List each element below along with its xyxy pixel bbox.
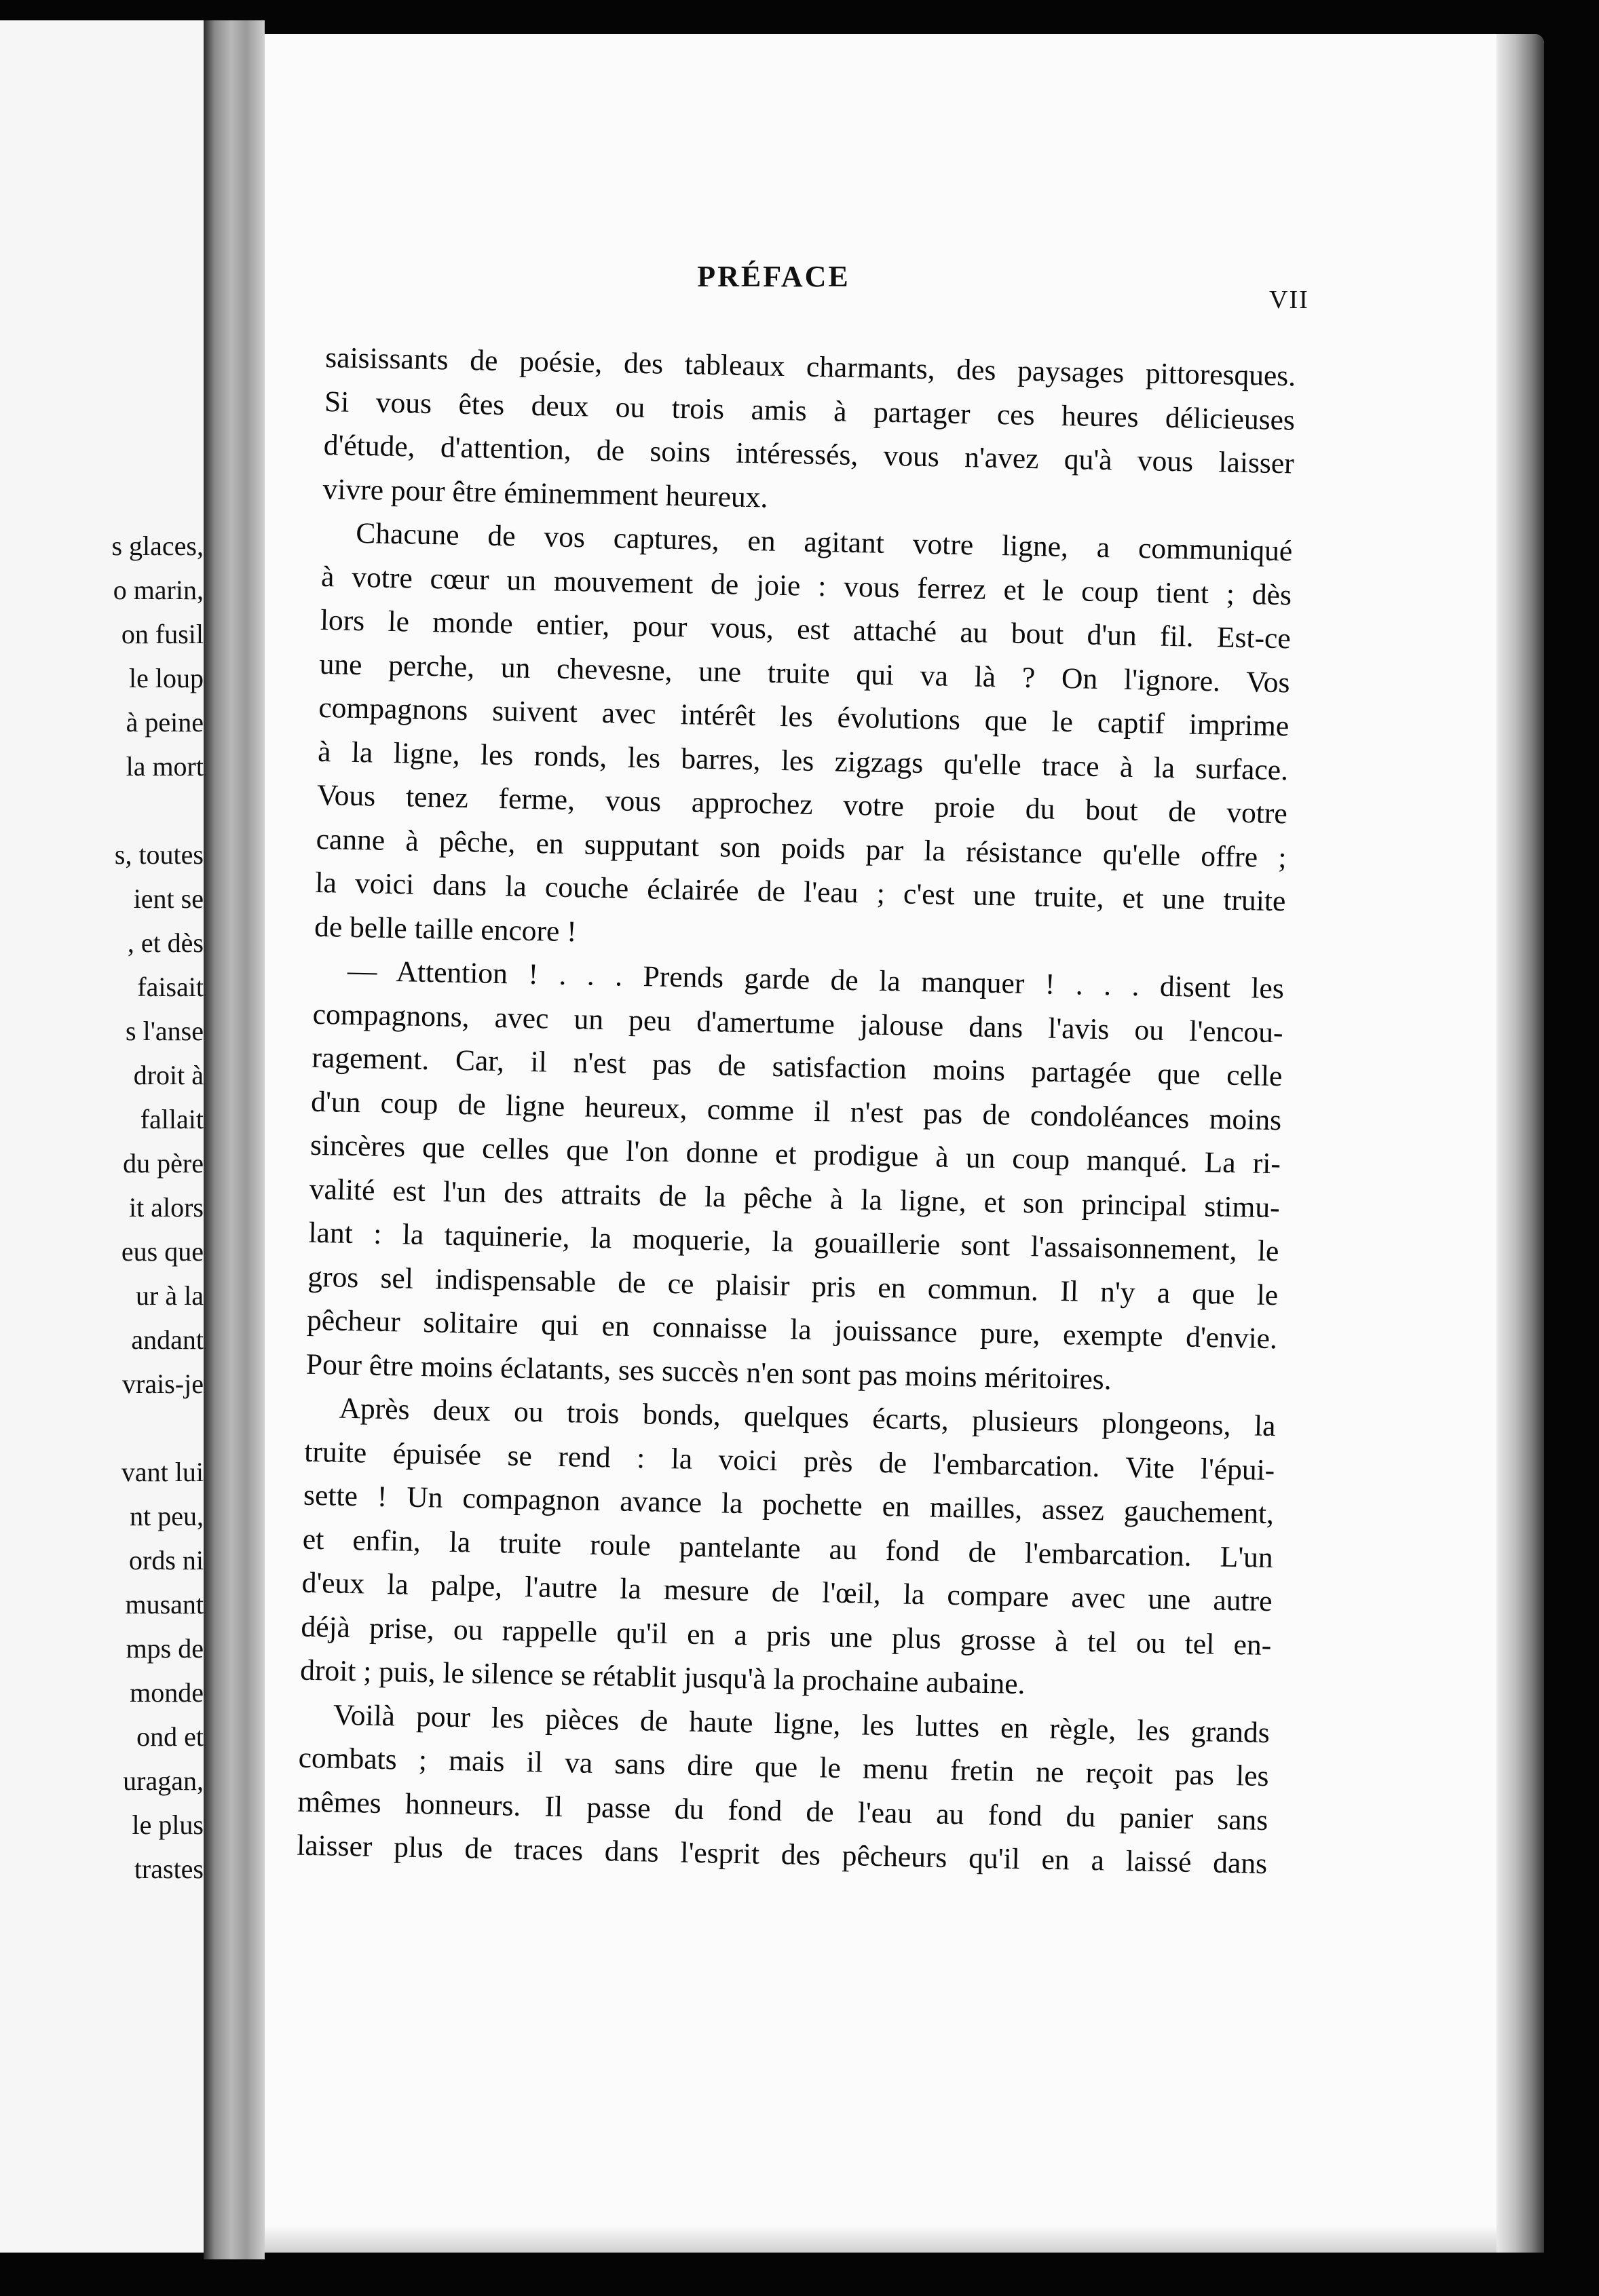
page-fore-edge [1497,34,1544,2253]
text-line: ragement. Car, il n'est pas de satisfaction moins partagée que celle [312,1041,1283,1093]
text-line: à votre cœur un mouvement de joie : vous ferrez et le coup tient ; dès [320,560,1292,611]
text-line: sette ! Un compagnon avance la pochette en mailles, assez gauchement, [303,1478,1275,1531]
left-page-line: ient se [133,883,204,914]
left-page-line: s, toutes [114,839,204,870]
left-page-line: le plus [132,1810,204,1840]
text-line: vivre pour être éminemment heureux. [322,472,768,514]
left-page-line: eus que [121,1236,204,1267]
text-line: une perche, un chevesne, une truite qui va là ? On l'ignore. Vos [319,647,1290,699]
text-line: saisissants de poésie, des tableaux charmants, des paysages pittoresques. [324,341,1296,393]
text-line: gros sel indispensable de ce plaisir pris en commun. Il n'y a que le [307,1260,1279,1312]
left-facing-page [0,20,204,2253]
text-line: la voici dans la couche éclairée de l'eau ; c'est une truite, et une truite [315,866,1286,918]
left-page-line: faisait [137,972,204,1002]
text-line: combats ; mais il va sans dire que le menu fretin ne reçoit pas les [298,1741,1269,1793]
text-line: droit ; puis, le silence se rétablit jusqu'à la prochaine aubaine. [299,1653,1026,1701]
left-page-line: ur à la [136,1280,204,1311]
text-line: lors le monde entier, pour vous, est attaché au bout d'un fil. Est-ce [320,603,1292,655]
left-page-line: vrais-je [122,1369,204,1399]
book-gutter [204,20,265,2259]
left-page-line: trastes [134,1854,204,1884]
left-page-line: vant lui [121,1457,204,1487]
left-page-line: du père [123,1148,204,1179]
text-line: à la ligne, les ronds, les barres, les zigzags qu'elle trace à la surface. [317,735,1289,786]
left-page-line: s l'anse [126,1016,204,1046]
left-page-line: nt peu, [130,1501,204,1531]
text-line: compagnons, avec un peu d'amertume jalouse dans l'avis ou l'encou- [312,997,1284,1049]
left-page-line: à peine [126,707,204,738]
text-line: d'eux la palpe, l'autre la mesure de l'œil, la compare avec une autre [301,1566,1273,1618]
left-page-line: , et dès [127,927,204,958]
left-page-line: mps de [126,1633,204,1664]
text-line: mêmes honneurs. Il passe du fond de l'eau au fond du panier sans [297,1785,1268,1837]
text-line: laisser plus de traces dans l'esprit des pêcheurs qu'il en a laissé dans [296,1829,1268,1881]
text-line: — Attention ! . . . Prends garde de la manquer ! . . . disent les [347,954,1285,1006]
left-page-text [0,20,204,2253]
left-page-line: la mort [126,751,204,782]
page-bottom-edge [265,2225,1544,2253]
text-line: truite épuisée se rend : la voici près de l'embarcation. Vite l'épui- [303,1435,1275,1487]
text-line: Voilà pour les pièces de haute ligne, les luttes en règle, les grands [333,1698,1271,1749]
left-page-line: droit à [133,1060,204,1090]
left-page-line: ords ni [129,1545,204,1575]
page-number: VII [1269,286,1309,314]
left-page-line: on fusil [121,619,204,649]
left-page-line: o marin, [113,575,204,605]
left-page-line: s glaces, [111,531,204,561]
text-line: d'un coup de ligne heureux, comme il n'est pas de condoléances moins [310,1085,1282,1136]
text-line: et enfin, la truite roule pantelante au fond de l'embarcation. L'un [302,1523,1274,1574]
text-line: de belle taille encore ! [314,910,578,948]
text-line: déjà prise, ou rappelle qu'il en a pris une plus grosse à tel ou tel en- [301,1610,1272,1662]
text-line: pêcheur solitaire qui en connaisse la jouissance pure, exempte d'envie. [306,1303,1278,1356]
text-line: lant : la taquinerie, la moquerie, la gouaillerie sont l'assaisonnement, le [308,1216,1279,1268]
body-text [297,336,1296,1886]
left-page-line: fallait [140,1104,204,1134]
right-page [265,34,1544,2253]
text-line: Pour être moins éclatants, ses succès n'en sont pas moins méritoires. [305,1347,1112,1396]
text-line: canne à pêche, en supputant son poids par la résistance qu'elle offre ; [316,822,1287,874]
left-page-line: it alors [129,1192,204,1223]
left-page-line: le loup [129,663,204,693]
text-line: d'étude, d'attention, de soins intéressés, vous n'avez qu'à vous laisser [323,428,1295,480]
left-page-line: musant [125,1589,204,1620]
text-line: Après deux ou trois bonds, quelques écarts, plusieurs plongeons, la [339,1392,1276,1443]
text-line: Chacune de vos captures, en agitant votre ligne, a communiqué [355,516,1293,568]
text-line: valité est l'un des attraits de la pêche à la ligne, et son principal stimu- [309,1172,1281,1224]
running-head: PRÉFACE [697,260,850,293]
text-line: sincères que celles que l'on donne et prodigue à un coup manqué. La ri- [309,1128,1281,1181]
left-page-line: monde [130,1677,204,1708]
left-page-line: andant [131,1324,204,1355]
left-page-line: ond et [136,1721,204,1752]
text-line: Vous tenez ferme, vous approchez votre proie du bout de votre [316,778,1288,830]
text-line: Si vous êtes deux ou trois amis à partager ces heures délicieuses [324,385,1296,436]
left-page-line: uragan, [123,1765,204,1796]
text-line: compagnons suivent avec intérêt les évolutions que le captif imprime [318,691,1290,743]
